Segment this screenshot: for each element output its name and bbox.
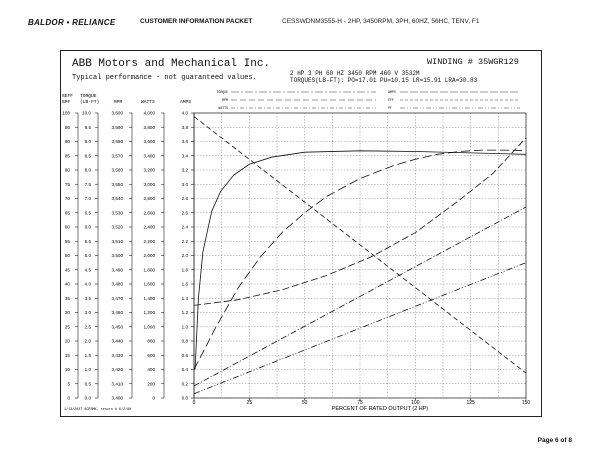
- amps-tick-label: 1.2: [181, 310, 188, 316]
- amps-tick-label: 2.2: [181, 238, 188, 244]
- torque-tick-label: 8.0: [84, 167, 91, 173]
- amps-tick-label: 4.0: [181, 110, 188, 116]
- torque-tick-label: 6.5: [84, 210, 91, 216]
- rpm-tick-label: 3,410: [111, 381, 123, 387]
- eff-header: %EFF: [62, 94, 74, 99]
- torque-tick-label: 7.0: [84, 196, 91, 202]
- x-tick-label: 75: [357, 400, 363, 406]
- amps-tick-label: 0.8: [181, 338, 188, 344]
- torque-tick-label: 5.0: [84, 253, 91, 259]
- amps-tick-label: 2.4: [181, 224, 188, 230]
- watts-tick-label: 2,200: [143, 238, 155, 244]
- amps-tick-label: 3.4: [181, 153, 188, 159]
- eff_pf-tick-label: 25: [64, 324, 70, 330]
- eff_pf-tick-label: 85: [64, 153, 70, 159]
- amps-tick-label: 3.0: [181, 181, 188, 187]
- amps-tick-label: 3.2: [181, 167, 188, 173]
- eff_pf-tick-label: 65: [64, 210, 70, 216]
- watts-tick-label: 600: [147, 352, 155, 358]
- rating-line: 2 HP 3 PH 60 HZ 3450 RPM 460 V 3532M: [290, 70, 420, 77]
- eff_pf-tick-label: 35: [64, 295, 70, 301]
- watts-header: WATTS: [141, 100, 155, 105]
- watts-tick-label: 3,000: [143, 181, 155, 187]
- amps-tick-label: 3.6: [181, 139, 188, 145]
- torque-tick-label: 0.5: [84, 381, 91, 387]
- watts-tick-label: 2,400: [143, 224, 155, 230]
- watts-tick-label: 2,600: [143, 210, 155, 216]
- torque-tick-label: 2.0: [84, 338, 91, 344]
- chart-subtitle: Typical performance - not guaranteed values.: [72, 74, 257, 82]
- rpm-tick-label: 3,400: [111, 395, 123, 401]
- legend-label: TORQUE: [216, 90, 228, 94]
- watts-tick-label: 0: [152, 395, 155, 401]
- torque-tick-label: 2.5: [84, 324, 91, 330]
- rpm-tick-label: 3,510: [111, 238, 123, 244]
- eff_pf-tick-label: 15: [64, 352, 70, 358]
- legend-label: RPM: [222, 98, 228, 102]
- amps-tick-label: 1.6: [181, 281, 188, 287]
- watts-tick-label: 1,000: [143, 324, 155, 330]
- series-line-1: [195, 151, 526, 370]
- legend-label: WATTS: [218, 106, 228, 110]
- torque-tick-label: 4.5: [84, 267, 91, 273]
- eff_pf-tick-label: 10: [64, 367, 70, 373]
- torques-line: TORQUES(LB-FT): PO=17.01 PU=10.15 LR=15.91 LRA=30.83: [290, 77, 478, 84]
- rpm-tick-label: 3,590: [111, 124, 123, 130]
- watts-tick-label: 2,800: [143, 196, 155, 202]
- torque-tick-label: 0.0: [84, 395, 91, 401]
- torque-tick-label: 10.0: [82, 110, 91, 116]
- legend-label: AMPS: [388, 90, 396, 94]
- rpm-tick-label: 3,530: [111, 210, 123, 216]
- amps-tick-label: 1.0: [181, 324, 188, 330]
- x-tick-label: 25: [246, 400, 253, 406]
- torque-tick-label: 1.0: [84, 367, 91, 373]
- rpm-tick-label: 3,500: [111, 253, 123, 259]
- x-tick-label: 125: [466, 400, 475, 406]
- chart-footnote: 1/13/2027 8CPSMK, rescrn # 6/2/80: [64, 408, 132, 412]
- eff_pf-tick-label: 20: [64, 338, 70, 344]
- amps-header: AMPS: [180, 100, 192, 105]
- amps-tick-label: 2.8: [181, 196, 188, 202]
- watts-tick-label: 200: [147, 381, 155, 387]
- amps-tick-label: 2.6: [181, 210, 188, 216]
- rpm-tick-label: 3,570: [111, 153, 123, 159]
- eff_pf-tick-label: 5: [67, 381, 70, 387]
- amps-tick-label: 0.2: [181, 381, 188, 387]
- watts-tick-label: 3,800: [143, 124, 155, 130]
- torque-header: TORQUE: [80, 94, 97, 99]
- legend-label: PF: [388, 106, 392, 110]
- rpm-tick-label: 3,520: [111, 224, 123, 230]
- rpm-tick-label: 3,550: [111, 181, 123, 187]
- eff_pf-tick-label: 60: [64, 224, 70, 230]
- rpm-tick-label: 3,470: [111, 295, 123, 301]
- eff_pf-tick-label: 45: [64, 267, 70, 273]
- watts-tick-label: 1,200: [143, 310, 155, 316]
- torque-unit-header: (LB-FT): [80, 100, 100, 105]
- brand-logo: BALDOR • RELIANCE: [28, 18, 116, 27]
- eff_pf-tick-label: 95: [64, 124, 70, 130]
- watts-tick-label: 1,800: [143, 267, 155, 273]
- rpm-tick-label: 3,440: [111, 338, 123, 344]
- watts-tick-label: 800: [147, 338, 155, 344]
- amps-tick-label: 3.8: [181, 124, 188, 130]
- watts-tick-label: 3,200: [143, 167, 155, 173]
- amps-tick-label: 1.4: [181, 295, 188, 301]
- torque-tick-label: 7.5: [84, 181, 91, 187]
- x-tick-label: 100: [411, 400, 420, 406]
- rpm-tick-label: 3,420: [111, 367, 123, 373]
- rpm-tick-label: 3,600: [111, 110, 123, 116]
- watts-tick-label: 3,600: [143, 139, 155, 145]
- legend-label: EFF: [388, 98, 394, 102]
- pf-header: %PF: [62, 100, 71, 105]
- packet-title: CUSTOMER INFORMATION PACKET: [140, 18, 253, 25]
- rpm-tick-label: 3,580: [111, 139, 123, 145]
- rpm-tick-label: 3,560: [111, 167, 123, 173]
- watts-tick-label: 400: [147, 367, 155, 373]
- rpm-tick-label: 3,450: [111, 324, 123, 330]
- eff_pf-tick-label: 80: [64, 167, 70, 173]
- torque-tick-label: 9.0: [84, 139, 91, 145]
- rpm-tick-label: 3,490: [111, 267, 123, 273]
- rpm-tick-label: 3,480: [111, 281, 123, 287]
- torque-tick-label: 3.0: [84, 310, 91, 316]
- amps-tick-label: 2.0: [181, 253, 188, 259]
- torque-tick-label: 1.5: [84, 352, 91, 358]
- rpm-tick-label: 3,540: [111, 196, 123, 202]
- torque-tick-label: 5.5: [84, 238, 91, 244]
- rpm-tick-label: 3,460: [111, 310, 123, 316]
- eff_pf-tick-label: 100: [62, 110, 70, 116]
- amps-tick-label: 0.4: [181, 367, 188, 373]
- winding-number: WINDING # 35WGR129: [427, 57, 519, 67]
- model-spec: CESSWDNM3555-H - 2HP, 3450RPM, 3PH, 60HZ, 56HC, TENV, F1: [282, 18, 480, 25]
- eff_pf-tick-label: 70: [64, 196, 70, 202]
- x-tick-label: 50: [301, 400, 308, 406]
- torque-tick-label: 3.5: [84, 295, 91, 301]
- eff_pf-tick-label: 30: [64, 310, 70, 316]
- eff_pf-tick-label: 50: [64, 253, 70, 259]
- watts-tick-label: 1,400: [143, 295, 155, 301]
- amps-tick-label: 0.0: [181, 395, 188, 401]
- eff_pf-tick-label: 55: [64, 238, 70, 244]
- rpm-header: RPM: [114, 100, 123, 105]
- torque-tick-label: 8.5: [84, 153, 91, 159]
- torque-tick-label: 4.0: [84, 281, 91, 287]
- x-tick-label: 150: [521, 400, 531, 406]
- chart-title: ABB Motors and Mechanical Inc.: [72, 58, 271, 70]
- amps-tick-label: 1.8: [181, 267, 188, 273]
- eff_pf-tick-label: 40: [64, 281, 70, 287]
- x-tick-label: 0: [192, 400, 196, 406]
- torque-tick-label: 9.5: [84, 124, 91, 130]
- eff_pf-tick-label: 75: [64, 181, 70, 187]
- x-axis-label: PERCENT OF RATED OUTPUT (2 HP): [331, 406, 429, 412]
- amps-tick-label: 0.6: [181, 352, 188, 358]
- torque-tick-label: 6.0: [84, 224, 91, 230]
- watts-tick-label: 2,000: [143, 253, 155, 259]
- watts-tick-label: 4,000: [143, 110, 155, 116]
- eff_pf-tick-label: 90: [64, 139, 70, 145]
- rpm-tick-label: 3,430: [111, 352, 123, 358]
- page-number: Page 6 of 8: [537, 437, 572, 444]
- eff_pf-tick-label: 0: [67, 395, 70, 401]
- watts-tick-label: 1,600: [143, 281, 155, 287]
- watts-tick-label: 3,400: [143, 153, 155, 159]
